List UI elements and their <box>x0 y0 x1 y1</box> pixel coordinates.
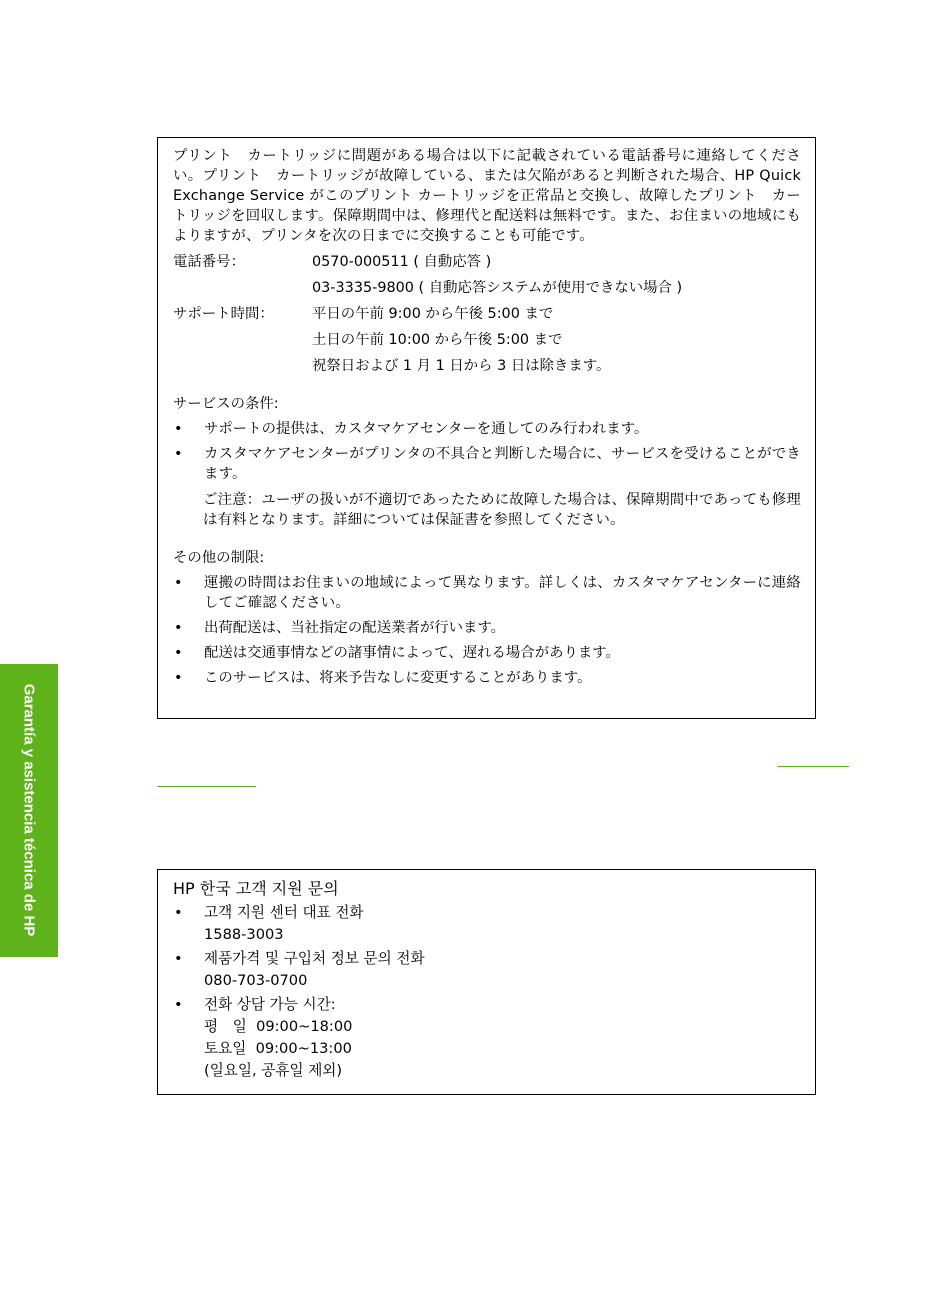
list-item <box>173 948 801 992</box>
contact-phone: 1588-3003 <box>204 926 284 943</box>
hours-weekday: 평 일 09:00~18:00 <box>204 1018 353 1035</box>
support-hours-row <box>173 304 801 324</box>
list-item <box>173 643 801 663</box>
caution-note: ご注意：ユーザの扱いが不適切であったために故障した場合は、保障期間中であっても修理は有料となります。詳細については保証書を参照してください。 <box>203 492 801 528</box>
list-item <box>173 994 801 1082</box>
support-hours-holidays: 祝祭日および 1 月 1 日から 3 日は除きます。 <box>312 358 611 374</box>
phone-number-1: 0570-000511 ( 自動応答 ) <box>312 254 492 270</box>
side-section-tab <box>0 664 58 957</box>
contact-label: 고객 지원 센터 대표 전화 <box>204 904 364 921</box>
condition-text: サポートの提供は、カスタマケアセンターを通してのみ行われます。 <box>204 421 649 437</box>
japan-intro-paragraph: プリント カートリッジに問題がある場合は以下に記載されている電話番号に連絡してください。プリント カートリッジが故障している、または欠陥があると判断された場合、HP Quick Exchange Service がこのプリント カートリッジを正常品と交換し、故障したプリント カートリッジを回収します。保障期間中は、修理代と配送料は無料です。また、お住まいの地域にもよりますが、プリンタを次の日までに交換することも可能です。 <box>173 148 801 244</box>
link-underline[interactable] <box>777 766 849 767</box>
bullet-icon: • <box>174 421 183 437</box>
contact-label: 제품가격 및 구입처 정보 문의 전화 <box>204 950 425 967</box>
list-item <box>173 668 801 688</box>
hours-exception: (일요일, 공휴일 제외) <box>204 1062 343 1079</box>
list-item <box>173 444 801 484</box>
japan-support-box <box>157 137 816 719</box>
bullet-icon: • <box>174 996 183 1013</box>
limit-text: このサービスは、将来予告なしに変更することがあります。 <box>204 670 592 686</box>
support-hours-weekday: 平日の午前 9:00 から午後 5:00 まで <box>312 306 554 322</box>
support-hours-weekend: 土日の午前 10:00 から午後 5:00 まで <box>312 332 563 348</box>
bullet-icon: • <box>174 904 183 921</box>
hours-saturday: 토요일 09:00~13:00 <box>204 1040 352 1057</box>
bullet-icon: • <box>174 620 183 636</box>
limit-text: 配送は交通事情などの諸事情によって、遅れる場合があります。 <box>204 645 620 661</box>
bullet-icon: • <box>174 670 183 686</box>
bullet-icon: • <box>174 575 183 591</box>
list-item <box>173 618 801 638</box>
limit-text: 運搬の時間はお住まいの地域によって異なります。詳しくは、カスタマケアセンターに連絡してご確認ください。 <box>204 575 801 611</box>
list-item <box>173 419 801 439</box>
side-section-tab-label: Garantía y asistencia técnica de HP <box>20 683 38 937</box>
condition-text: カスタマケアセンターがプリンタの不具合と判断した場合に、サービスを受けることができます。 <box>204 446 801 482</box>
bullet-icon: • <box>174 446 183 462</box>
link-underline[interactable] <box>157 786 256 787</box>
phone-label: 電話番号： <box>173 254 245 270</box>
contact-phone: 080-703-0700 <box>204 972 308 989</box>
list-item <box>173 573 801 613</box>
other-limits-title: その他の制限: <box>173 550 265 566</box>
korea-support-title: HP 한국 고객 지원 문의 <box>173 879 339 898</box>
bullet-icon: • <box>174 950 183 967</box>
contact-label: 전화 상담 가능 시간: <box>204 996 336 1013</box>
list-item <box>173 902 801 946</box>
bullet-icon: • <box>174 645 183 661</box>
phone-row <box>173 252 801 272</box>
korea-support-box <box>157 869 816 1095</box>
service-conditions-title: サービスの条件: <box>173 396 279 412</box>
phone-number-2: 03-3335-9800 ( 自動応答システムが使用できない場合 ) <box>312 280 683 296</box>
support-hours-label: サポート時間： <box>173 306 274 322</box>
limit-text: 出荷配送は、当社指定の配送業者が行います。 <box>204 620 506 636</box>
